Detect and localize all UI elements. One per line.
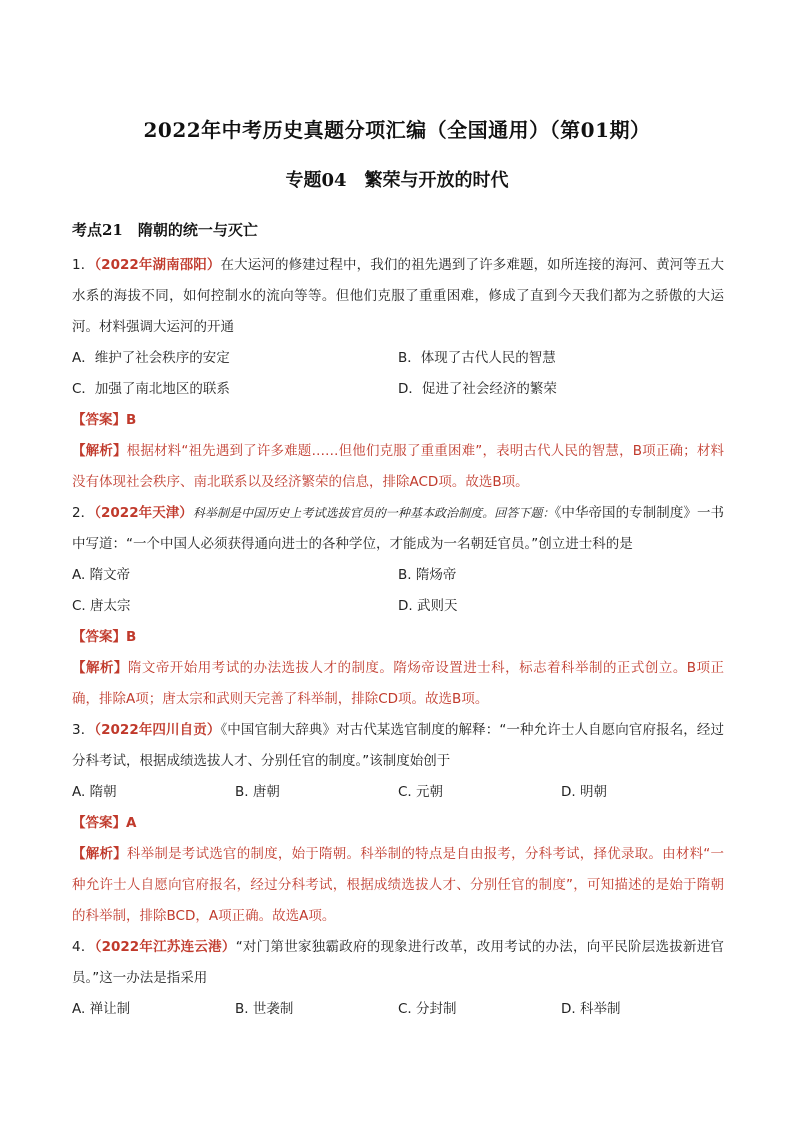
question-2-analysis [72,653,724,715]
option-c: C. 唐太宗 [72,598,131,614]
question-2-answer [72,622,724,653]
option-c: C. 分封制 [398,1001,457,1017]
question-3 [72,715,724,932]
option-b: B. 唐朝 [235,784,280,800]
question-text: 《中国官制大辞典》对古代某选官制度的解释：“一种允许士人自愿向官府报名，经过分科考试，根据成绩选拔人才、分别任官的制度。”该制度始创于 [72,722,724,769]
question-1-answer [72,405,724,436]
question-2 [72,498,724,715]
question-source: （2022年湖南邵阳） [94,257,221,273]
question-2-options [72,560,724,622]
question-intro: 科举制是中国历史上考试选拔官员的一种基本政治制度。回答下题： [192,506,555,520]
question-3-answer [72,808,724,839]
document-subtitle: 专题04 繁荣与开放的时代 [285,170,509,191]
question-1-analysis [72,436,724,498]
answer-tag: 【答案】 [72,412,126,428]
question-1 [72,250,724,498]
option-b: B．体现了古代人民的智慧 [398,350,556,366]
question-text: “对门第世家独霸政府的现象进行改革，改用考试的办法，向平民阶层选拔新进官员。”这一办法是指采用 [72,939,724,986]
option-d: D. 科举制 [561,1001,621,1017]
question-source: （2022年四川自贡） [94,722,221,738]
option-c: C．加强了南北地区的联系 [72,381,230,397]
questions-content [72,250,724,1025]
option-a: A．维护了社会秩序的安定 [72,350,230,366]
answer-value: B [126,629,137,645]
answer-value: B [126,412,137,428]
option-b: B. 世袭制 [235,1001,294,1017]
option-d: D．促进了社会经济的繁荣 [398,381,557,397]
option-a: A. 禅让制 [72,1001,131,1017]
document-title: 2022年中考历史真题分项汇编（全国通用）（第01期） [143,118,651,142]
question-number: 1． [72,257,95,273]
option-b: B. 隋炀帝 [398,567,457,583]
question-number: 4． [72,939,95,955]
question-4-options [72,994,724,1025]
analysis-text: 隋文帝开始用考试的办法选拔人才的制度。隋炀帝设置进士科，标志着科举制的正式创立。B项正确，排除A项；唐太宗和武则天完善了科举制，排除CD项。故选B项。 [72,660,724,707]
section-heading: 考点21 隋朝的统一与灭亡 [72,221,258,239]
question-4-stem [72,932,724,994]
option-d: D. 明朝 [561,784,607,800]
analysis-text: 根据材料“祖先遇到了许多难题……但他们克服了重重困难”，表明古代人民的智慧，B项正确；材料没有体现社会秩序、南北联系以及经济繁荣的信息，排除ACD项。故选B项。 [72,443,725,490]
option-a: A. 隋文帝 [72,567,131,583]
analysis-text: 科举制是考试选官的制度，始于隋朝。科举制的特点是自由报考，分科考试，择优录取。由材料“一种允许士人自愿向官府报名，经过分科考试，根据成绩选拔人才、分别任官的制度”，可知描述的是始于隋朝的科举制，排除BCD，A项正确。故选A项。 [72,846,725,924]
question-3-options [72,777,724,808]
option-c: C. 元朝 [398,784,444,800]
option-a: A. 隋朝 [72,784,117,800]
question-4 [72,932,724,1025]
answer-tag: 【答案】 [72,815,126,831]
question-source: （2022年天津） [94,505,193,521]
question-text: 《中华帝国的专制制度》一书中写道：“一个中国人必须获得通向进士的各种学位，才能成为一名朝廷官员。”创立进士科的是 [72,505,725,552]
question-1-options [72,343,724,405]
answer-tag: 【答案】 [72,629,126,645]
analysis-tag: 【解析】 [72,846,127,862]
question-3-stem [72,715,724,777]
question-3-analysis [72,839,724,932]
analysis-tag: 【解析】 [72,443,127,459]
question-source: （2022年江苏连云港） [94,939,236,955]
question-number: 3． [72,722,95,738]
question-text: 在大运河的修建过程中，我们的祖先遇到了许多难题，如所连接的海河、黄河等五大水系的海拔不同，如何控制水的流向等等。但他们克服了重重困难，修成了直到今天我们都为之骄傲的大运河。材料强调大运河的开通 [72,257,725,335]
question-2-stem [72,498,724,560]
analysis-tag: 【解析】 [72,660,128,676]
question-1-stem [72,250,724,343]
answer-value: A [126,815,137,831]
option-d: D. 武则天 [398,598,458,614]
question-number: 2． [72,505,95,521]
